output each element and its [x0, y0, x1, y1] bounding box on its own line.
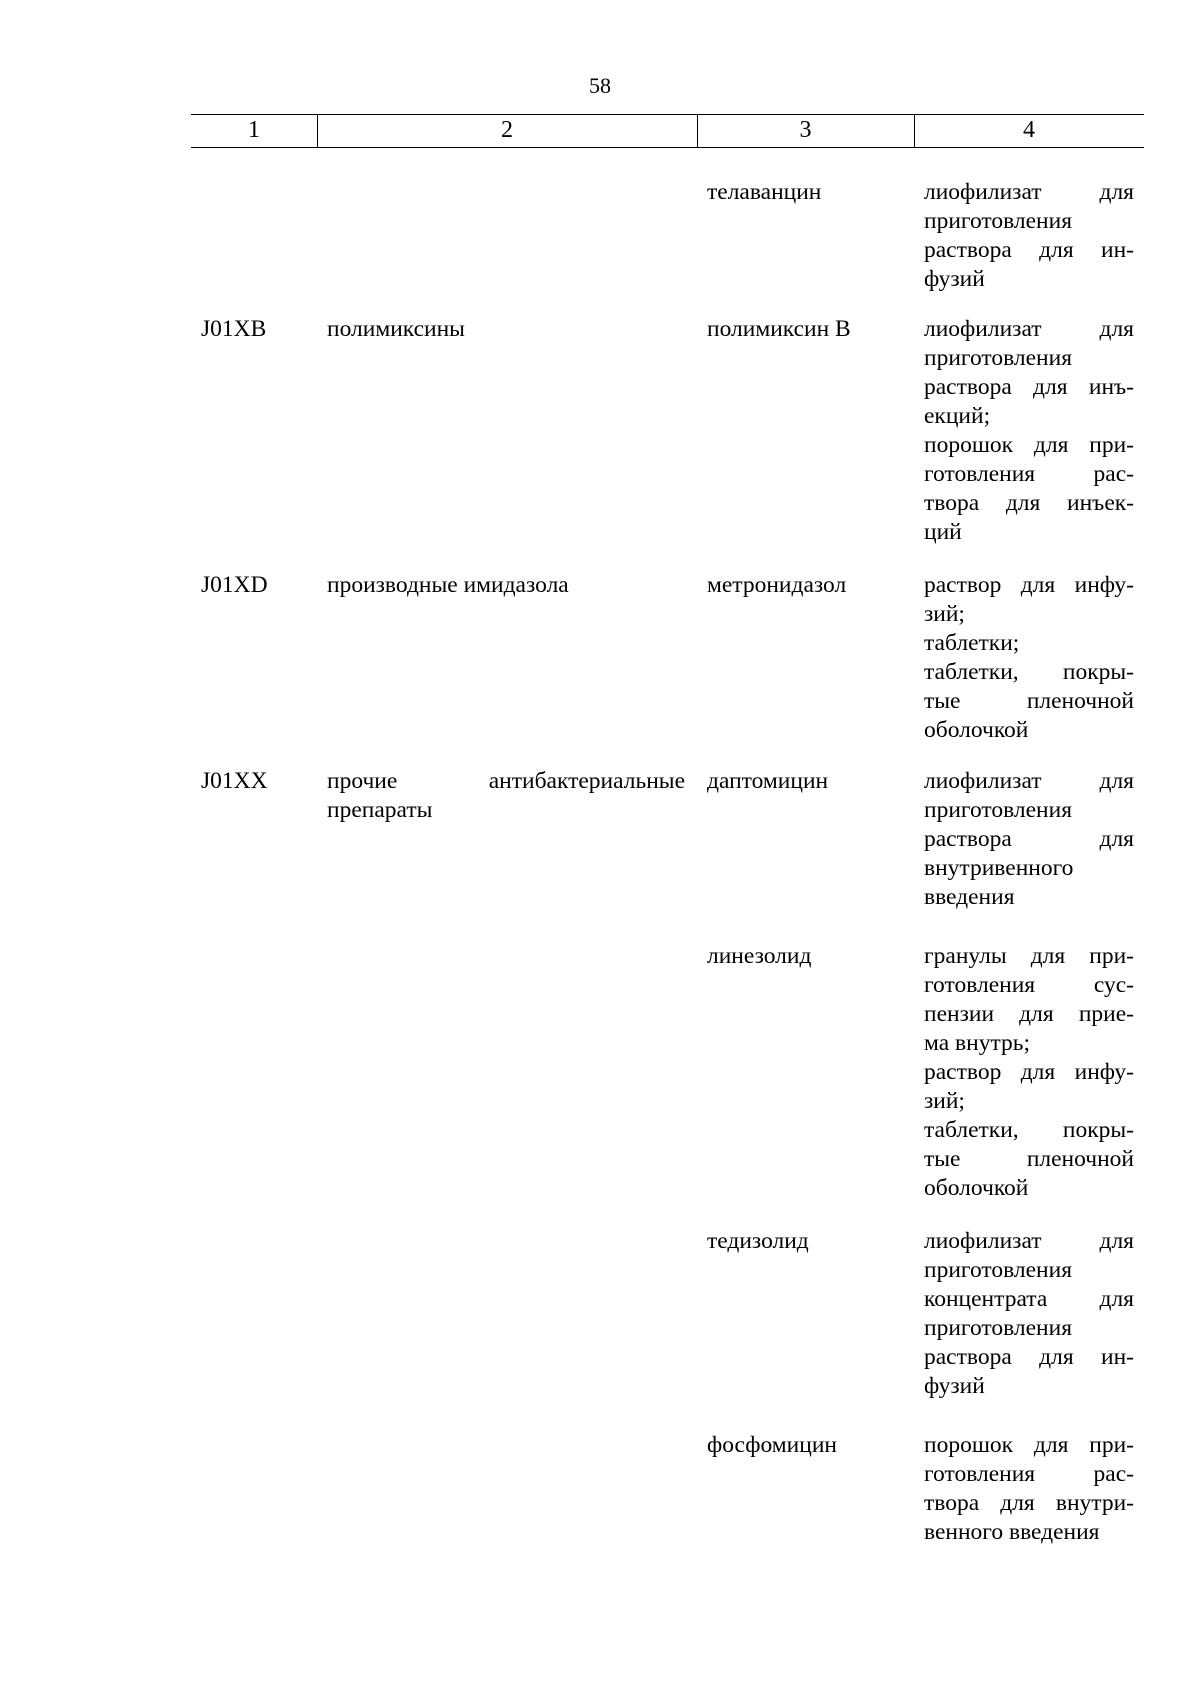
dosage-form-line: порошок для при- — [924, 432, 1134, 458]
atc-code-cell: J01XD — [201, 572, 268, 598]
dosage-form-line: раствора для ин- — [924, 1344, 1134, 1370]
table-header — [191, 114, 1144, 148]
drug-name-cell: фосфомицин — [707, 1432, 837, 1458]
dosage-form-cell — [924, 767, 1134, 912]
atc-code-cell: J01XB — [201, 316, 267, 342]
dosage-form-line: венного введения — [924, 1519, 1100, 1545]
dosage-form-line: лиофилизат для — [924, 179, 1134, 205]
dosage-form-cell — [924, 571, 1134, 745]
drug-name-cell: телаванцин — [707, 179, 822, 205]
page-number: 58 — [589, 73, 611, 98]
dosage-form-line: оболочкой — [924, 717, 1029, 743]
dosage-form-line: приготовления — [924, 797, 1073, 823]
drug-name-cell: полимиксин В — [707, 316, 851, 342]
dosage-form-line: лиофилизат для — [924, 1228, 1134, 1254]
dosage-form-line: концентрата для — [924, 1286, 1134, 1312]
dosage-form-line: твора для инъек- — [924, 490, 1134, 516]
dosage-form-line: лиофилизат для — [924, 316, 1134, 342]
dosage-form-line: раствора для — [924, 826, 1134, 852]
dosage-form-line: введения — [924, 884, 1015, 910]
dosage-form-cell — [924, 1431, 1134, 1547]
dosage-form-line: раствора для ин- — [924, 237, 1134, 263]
dosage-form-cell — [924, 1227, 1134, 1401]
dosage-form-line: приготовления — [924, 1257, 1073, 1283]
drug-table — [191, 114, 1144, 1545]
dosage-form-line: таблетки, покры- — [924, 659, 1134, 685]
dosage-form-line: фузий — [924, 1373, 985, 1399]
dosage-form-line: ций — [924, 519, 962, 545]
dosage-form-line: зий; — [924, 601, 965, 627]
dosage-form-cell — [924, 942, 1134, 1203]
dosage-form-line: екций; — [924, 403, 991, 429]
dosage-form-line: таблетки, покры- — [924, 1117, 1134, 1143]
dosage-form-line: фузий — [924, 266, 985, 292]
drug-name-cell: линезолид — [707, 943, 812, 969]
group-name-cell: прочие антибактериальные препараты — [327, 768, 685, 823]
dosage-form-line: готовления рас- — [924, 1461, 1134, 1487]
dosage-form-line: таблетки; — [924, 630, 1020, 656]
group-name-cell: полимиксины — [327, 316, 465, 342]
dosage-form-line: порошок для при- — [924, 1432, 1134, 1458]
dosage-form-line: пензии для прие- — [924, 1001, 1134, 1027]
dosage-form-line: ма внутрь; — [924, 1030, 1030, 1056]
dosage-form-line: приготовления — [924, 1315, 1073, 1341]
dosage-form-line: готовления сус- — [924, 972, 1134, 998]
dosage-form-line: лиофилизат для — [924, 768, 1134, 794]
dosage-form-line: раствор для инфу- — [924, 572, 1134, 598]
header-col-2: 2 — [501, 117, 513, 143]
header-col-3: 3 — [799, 117, 812, 143]
drug-name-cell: тедизолид — [707, 1228, 809, 1254]
dosage-form-line: гранулы для при- — [924, 943, 1134, 969]
dosage-form-line: оболочкой — [924, 1175, 1029, 1201]
header-col-1: 1 — [248, 117, 260, 143]
drug-name-cell: даптомицин — [707, 768, 829, 794]
dosage-form-line: раствор для инфу- — [924, 1059, 1134, 1085]
dosage-form-line: раствора для инъ- — [924, 374, 1134, 400]
group-name-cell: производные имидазола — [327, 572, 569, 598]
dosage-form-line: готовления рас- — [924, 461, 1134, 487]
dosage-form-line: приготовления — [924, 345, 1073, 371]
atc-code-cell: J01XX — [201, 768, 268, 794]
dosage-form-line: тые пленочной — [924, 688, 1134, 714]
dosage-form-line: тые пленочной — [924, 1146, 1134, 1172]
dosage-form-line: приготовления — [924, 208, 1073, 234]
dosage-form-cell — [924, 178, 1134, 294]
dosage-form-line: зий; — [924, 1088, 965, 1114]
header-col-4: 4 — [1023, 117, 1035, 143]
dosage-form-cell — [924, 315, 1134, 547]
dosage-form-line: твора для внутри- — [924, 1490, 1134, 1516]
drug-name-cell: метронидазол — [707, 572, 847, 598]
dosage-form-line: внутривенного — [924, 855, 1074, 881]
